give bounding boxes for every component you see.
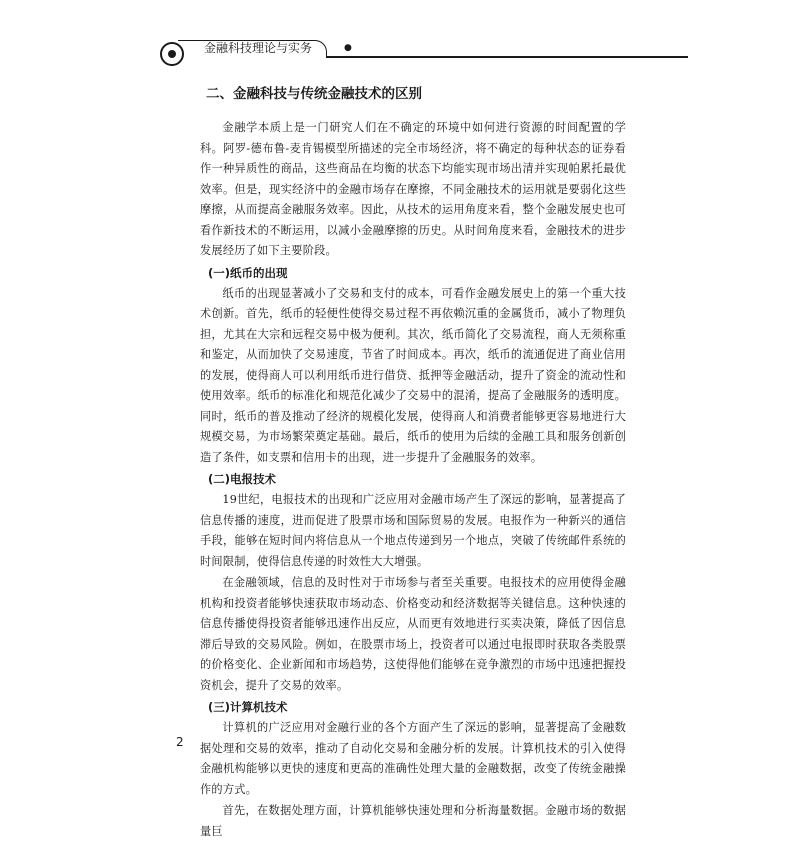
subsection-title-banknotes: (一)纸币的出现: [208, 265, 288, 280]
page-number: 2: [176, 735, 184, 749]
subsection-title-computer: (三)计算机技术: [208, 700, 288, 714]
subsection-title-telegraph: (二)电报技术: [208, 472, 277, 486]
paragraph-computer-2: 首先，在数据处理方面，计算机能够快速处理和分析海量数据。金融市场的数据量巨: [200, 804, 626, 838]
paragraph-computer-1: 计算机的广泛应用对金融行业的各个方面产生了深远的影响，显著提高了金融数据处理和交易的效率，推动了自动化交易和金融分析的发展。计算机技术的引入使得金融机构能够以更快的速度和更高的准确性处理大量的金融数据，改变了传统金融操作的方式。: [200, 721, 626, 796]
paragraph-banknotes: 纸币的出现显著减小了交易和支付的成本，可看作金融发展史上的第一个重大技术创新。首先，纸币的轻便性使得交易过程不再依赖沉重的金属货币，减小了物理负担，尤其在大宗和远程交易中极为便利。其次，纸币简化了交易流程，商人无须称重和鉴定，从而加快了交易速度，节省了时间成本。再次，纸币的流通促进了商业信用的发展，使得商人可以利用纸币进行借贷、抵押等金融活动，提升了资金的流动性和使用效率。纸币的标准化和规范化减少了交易中的混淆，提高了金融服务的透明度。同时，纸币的普及推动了经济的规模化发展，使得商人和消费者能够更容易地进行大规模交易，为市场繁荣奠定基础。最后，纸币的使用为后续的金融工具和服务创新创造了条件，如支票和信用卡的出现，进一步提升了金融服务的效率。: [200, 286, 626, 464]
paragraph-telegraph-2: 在金融领域，信息的及时性对于市场参与者至关重要。电报技术的应用使得金融机构和投资者能够快速获取市场动态、价格变动和经济数据等关键信息。这种快速的信息传播使得投资者能够迅速作出反应，从而更有效地进行买卖决策，降低了因信息滞后导致的交易风险。例如，在股票市场上，投资者可以通过电报即时获取各类股票的价格变化、企业新闻和市场趋势，这使得他们能够在竞争激烈的市场中迅速把握投资机会，提升了交易的效率。: [200, 576, 626, 692]
page-body: [200, 84, 626, 843]
book-title: 金融科技理论与实务: [204, 41, 313, 55]
paragraph-telegraph-1: 19世纪，电报技术的出现和广泛应用对金融市场产生了深远的影响，显著提高了信息传播的速度，进而促进了股票市场和国际贸易的发展。电报作为一种新兴的通信手段，能够在短时间内将信息从一个地点传递到另一个地点，突破了传统邮件系统的时间限制，使得信息传递的时效性大大增强。: [200, 493, 626, 568]
diamond-ornament-icon: ●: [344, 43, 352, 53]
intro-paragraph: 金融学本质上是一门研究人们在不确定的环境中如何进行资源的时间配置的学科。阿罗-德布鲁-麦肯锡模型所描述的完全市场经济，将不确定的每种状态的证券看作一种异质性的商品，这些商品在均衡的状态下均能实现市场出清并实现帕累托最优效率。但是，现实经济中的金融市场存在摩擦，不同金融技术的运用就是要弱化这些摩擦，从而提高金融服务效率。因此，从技术的运用角度来看，整个金融发展史也可看作新技术的不断运用，以减小金融摩擦的历史。从时间角度来看，金融技术的进步发展经历了如下主要阶段。: [200, 121, 626, 257]
section-title: 二、金融科技与传统金融技术的区别: [206, 86, 422, 102]
running-head: [148, 36, 688, 72]
dot-ornament-icon: [168, 50, 176, 58]
